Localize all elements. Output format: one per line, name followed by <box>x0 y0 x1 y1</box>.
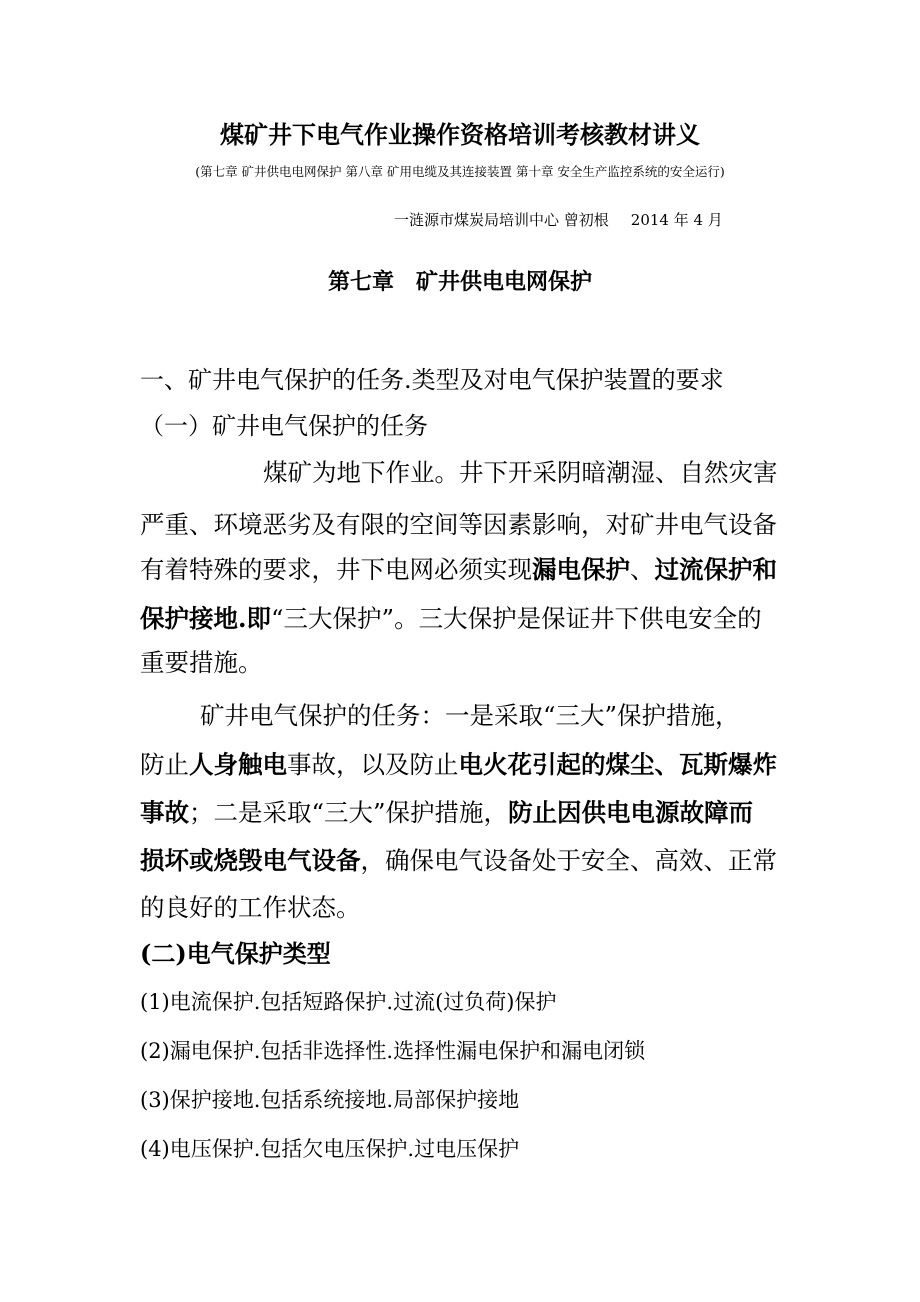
paragraph-2-line-1: 矿井电气保护的任务：一是采取“三大”保护措施， <box>200 701 740 730</box>
paragraph-text: “三大保护”。三大保护是保证井下供电安全的 <box>271 604 762 633</box>
paragraph-1-line-4 <box>140 601 762 637</box>
leakage-protection-term: 漏电保护 <box>532 555 630 584</box>
power-fault-term: 防止因供电电源故障而 <box>508 798 754 827</box>
author-line <box>394 210 723 230</box>
chapter-name: 矿井供电电网保护 <box>416 269 593 295</box>
author-name: 一涟源市煤炭局培训中心 曾初根 <box>394 211 609 229</box>
paragraph-1-line-3 <box>140 552 777 588</box>
list-item: (4)电压保护.包括欠电压保护.过电压保护 <box>140 1137 520 1161</box>
paragraph-1-line-1: 煤矿为地下作业。井下开采阴暗潮湿、自然灾害 <box>263 458 778 487</box>
accident-term: 事故 <box>140 798 189 827</box>
chapter-number: 第七章 <box>327 269 394 295</box>
list-item: (1)电流保护.包括短路保护.过流(过负荷)保护 <box>140 990 557 1014</box>
equipment-damage-term: 损坏或烧毁电气设备 <box>140 846 361 875</box>
paragraph-text: 有着特殊的要求，井下电网必须实现 <box>140 555 532 584</box>
electric-shock-term: 人身触电 <box>189 750 287 779</box>
explosion-term: 电火花引起的煤尘、瓦斯爆炸 <box>458 750 777 779</box>
overcurrent-protection-term: 过流保护和 <box>654 555 777 584</box>
document-subtitle: (第七章 矿井供电电网保护 第八章 矿用电缆及其连接装置 第十章 安全生产监控系统的安全运行) <box>195 164 725 179</box>
chapter-title <box>0 266 920 298</box>
paragraph-1-line-5: 重要措施。 <box>140 648 263 677</box>
paragraph-text: 事故，以及防止 <box>287 750 459 779</box>
document-title: 煤矿井下电气作业操作资格培训考核教材讲义 <box>220 120 700 149</box>
paragraph-text: ；二是采取“三大”保护措施， <box>189 798 509 827</box>
grounding-protection-term: 保护接地.即 <box>140 604 272 633</box>
list-item: (3)保护接地.包括系统接地.局部保护接地 <box>140 1088 520 1112</box>
section-heading-1: 一、矿井电气保护的任务.类型及对电气保护装置的要求 <box>140 366 724 394</box>
paragraph-text: ，确保电气设备处于安全、高效、正常 <box>360 846 777 875</box>
paragraph-2-line-2 <box>140 747 777 783</box>
paragraph-2-line-3 <box>140 795 753 831</box>
document-date: 2014 年 4 月 <box>630 211 723 229</box>
paragraph-text: 防止 <box>140 750 189 779</box>
subsection-heading-1: （一）矿井电气保护的任务 <box>140 412 428 440</box>
paragraph-2-line-5: 的良好的工作状态。 <box>140 893 361 922</box>
subsection-heading-2: (二)电气保护类型 <box>140 939 331 968</box>
paragraph-2-line-4 <box>140 843 777 879</box>
list-item: (2)漏电保护.包括非选择性.选择性漏电保护和漏电闭锁 <box>140 1039 646 1063</box>
paragraph-1-line-2: 严重、环境恶劣及有限的空间等因素影响，对矿井电气设备 <box>140 510 777 539</box>
paragraph-text: 、 <box>630 555 655 584</box>
